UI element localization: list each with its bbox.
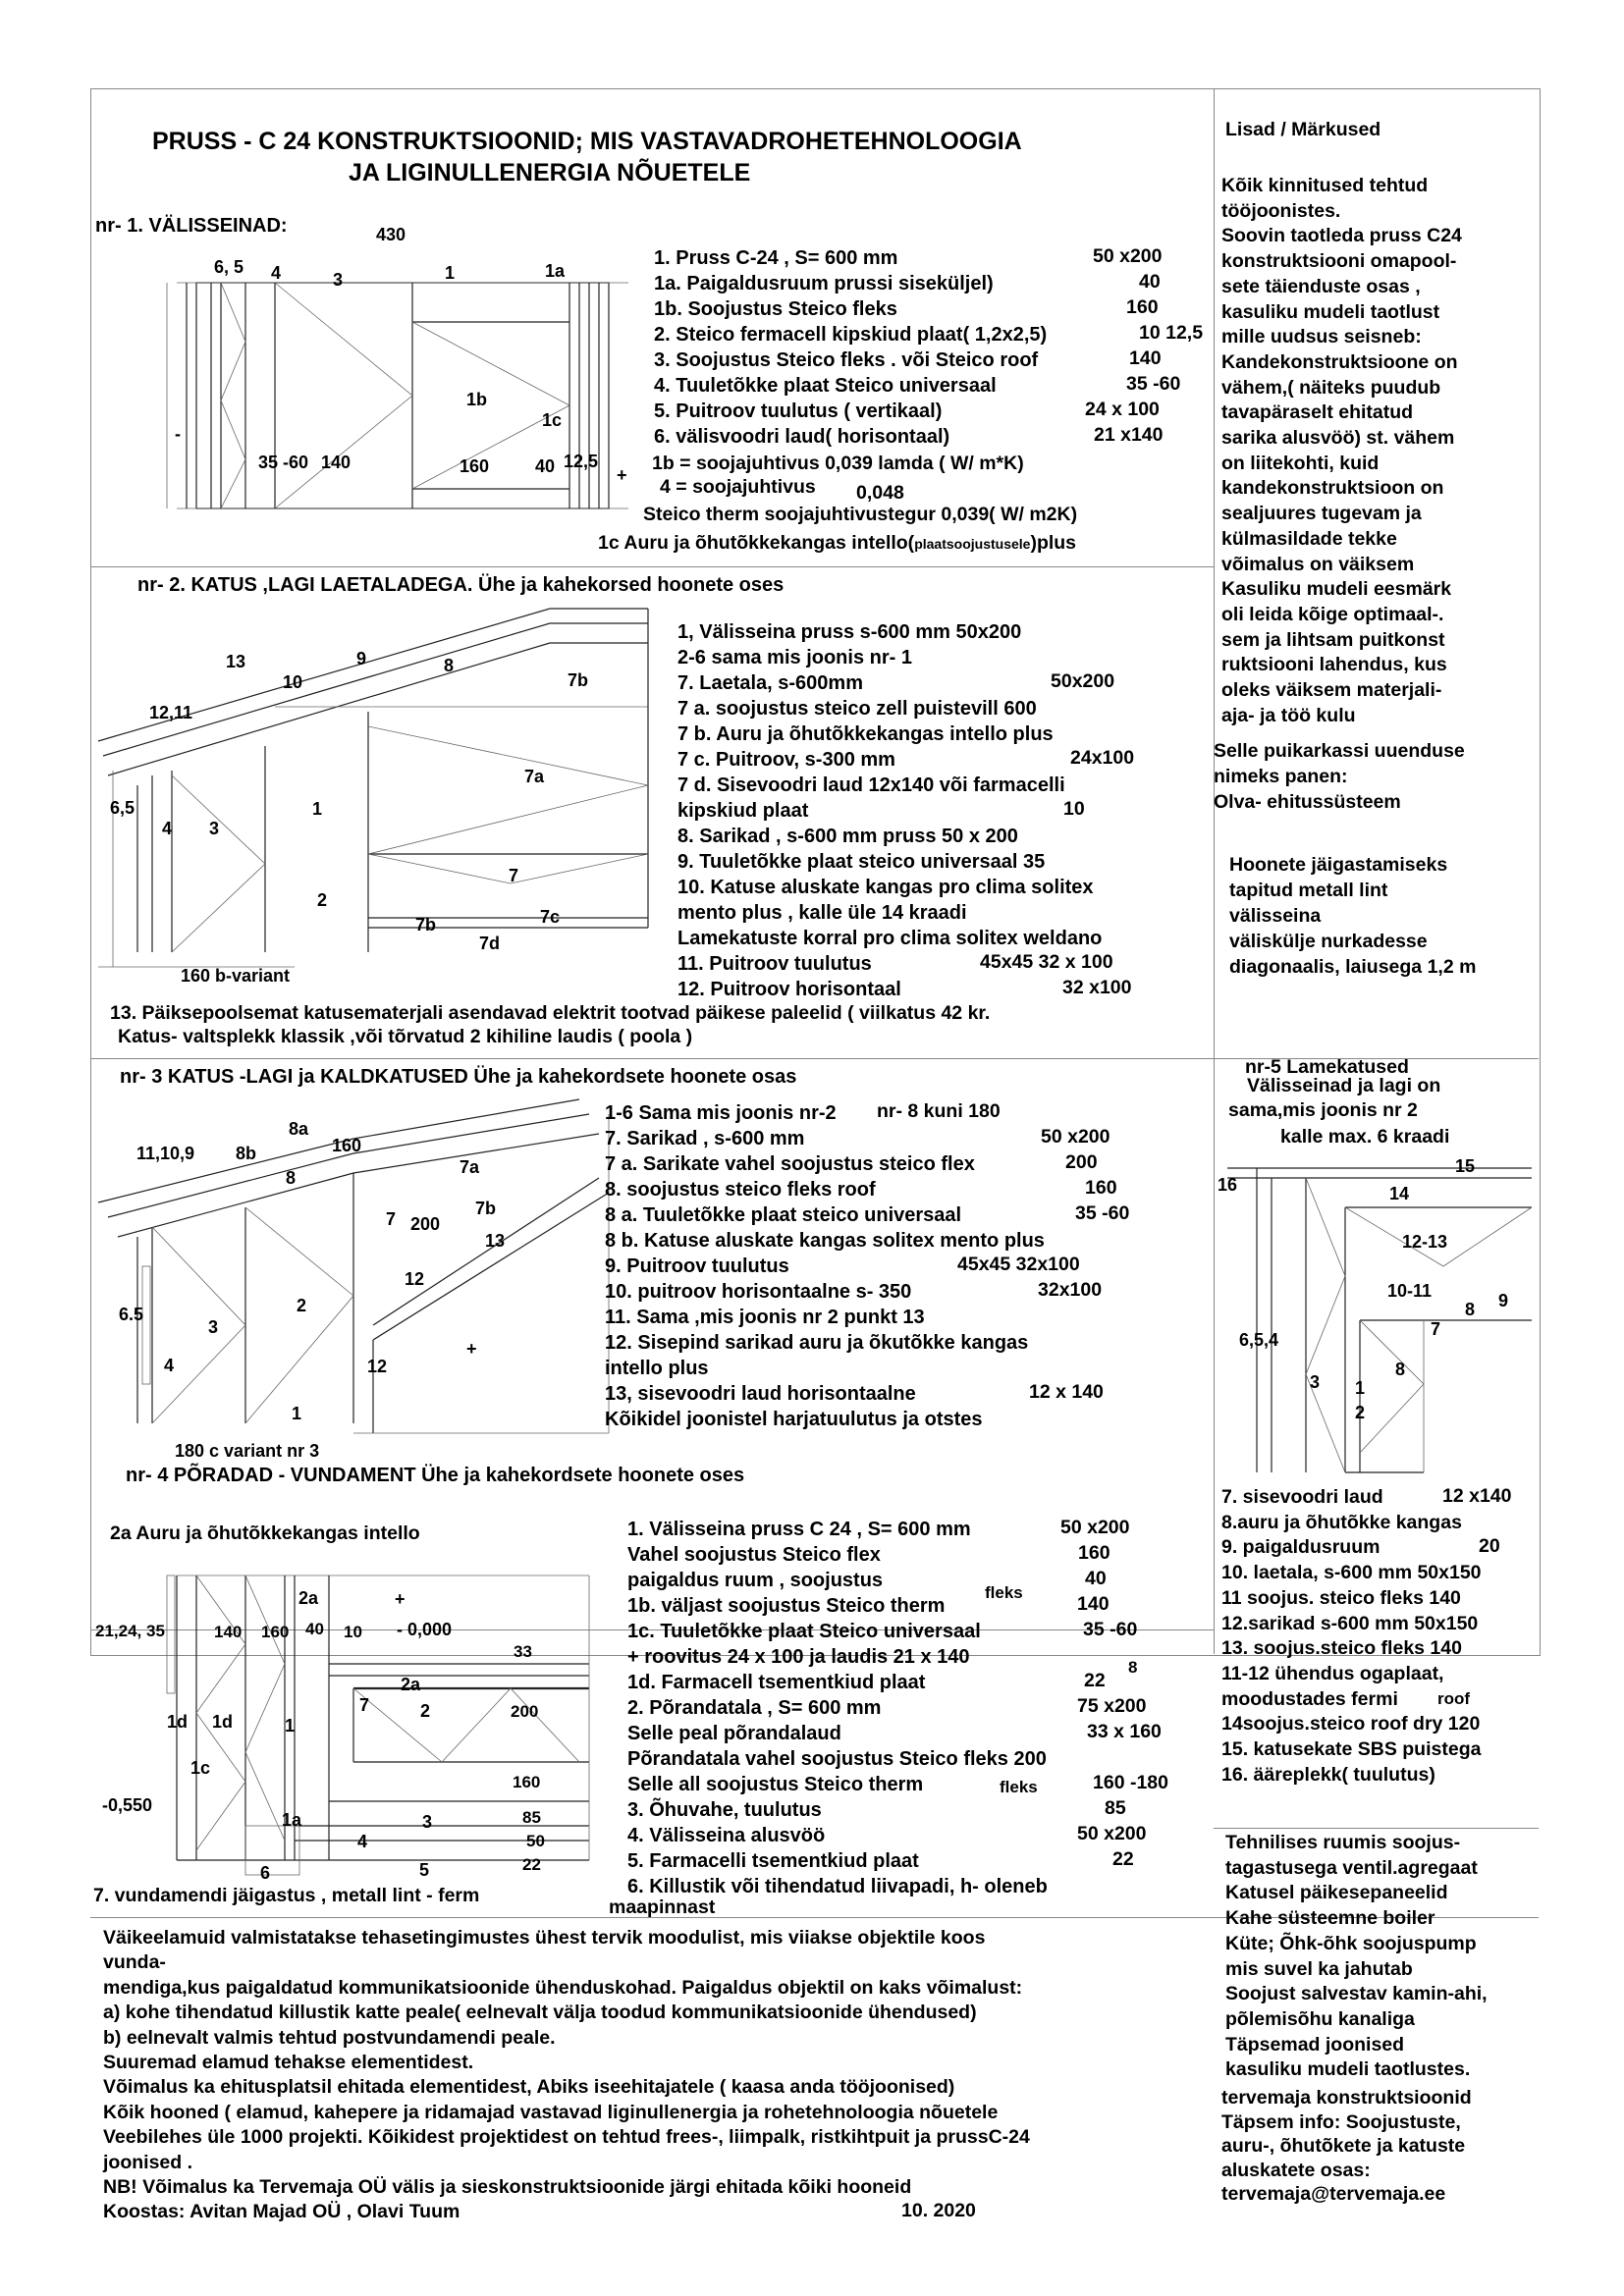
nr5-heading: nr-5 Lamekatused (1245, 1056, 1409, 1078)
label-11-10-9: 11,10,9 (136, 1144, 195, 1163)
label-50: 50 (526, 1832, 545, 1850)
label-2a: 2a (298, 1588, 319, 1608)
label-7a: 7a (460, 1157, 480, 1177)
label-2: 2 (420, 1701, 431, 1721)
legend-item: 8. Sarikad , s-600 mm pruss 50 x 200 (677, 826, 1018, 847)
legend-value: 45x45 32x100 (957, 1254, 1080, 1275)
label-5: 5 (419, 1860, 430, 1880)
dim-140: 140 (321, 453, 352, 472)
nr5-label-7: 7 (1431, 1319, 1441, 1339)
legend-value: 200 (1065, 1151, 1098, 1173)
section2-heading: nr- 2. KATUS ,LAGI LAETALADEGA. Ühe ja kahekorsed hoonete oses (137, 574, 785, 596)
label-7c: 7c (540, 907, 561, 927)
legend-value: 35 -60 (1083, 1619, 1138, 1640)
bottom-line: vunda- (103, 1951, 166, 1974)
note-line: tervemaja konstruktsioonid (1221, 2087, 1472, 2109)
label-3: 3 (208, 1317, 219, 1337)
nr5-label-1: 1 (1355, 1378, 1366, 1398)
nr5-sub-2: sama,mis joonis nr 2 (1228, 1099, 1418, 1121)
note-line: Täpsem info: Soojustuste, (1221, 2110, 1461, 2133)
nr5-sub-1: Välisseinad ja lagi on (1247, 1075, 1441, 1096)
legend-item: 10. laetala, s-600 mm 50x150 (1221, 1562, 1482, 1584)
bottom-line: joonised . (103, 2151, 193, 2173)
legend-item: 10. Katuse aluskate kangas pro clima solitex (677, 877, 1094, 898)
label-7: 7 (509, 866, 519, 885)
label-7: 7 (386, 1209, 397, 1229)
note-line: kasuliku mudeli taotlustes. (1225, 2058, 1471, 2081)
legend-item: 2-6 sama mis joonis nr- 1 (677, 647, 912, 668)
legend-value: 10 (1063, 798, 1085, 820)
legend-item: 1c. Tuuletõkke plaat Steico universaal (627, 1621, 981, 1642)
right-notes-3 (1229, 852, 1476, 980)
nr5-label-6-5-4: 6,5,4 (1239, 1330, 1279, 1350)
legend-value: 160 (1126, 296, 1159, 318)
nr5-label-16: 16 (1218, 1175, 1238, 1195)
note-line: põlemisõhu kanaliga (1225, 2007, 1415, 2030)
label-7d: 7d (479, 934, 501, 953)
label-4: 4 (162, 819, 173, 838)
dim-6-5: 6, 5 (214, 257, 244, 277)
legend-item: 1a. Paigaldusruum prussi siseküljel) (654, 273, 994, 294)
label-13: 13 (226, 652, 246, 671)
section3-heading: nr- 3 KATUS -LAGI ja KALDKATUSED Ühe ja kahekordsete hoonete osas (120, 1066, 797, 1088)
legend-item: 1d. Farmacell tsementkiud plaat (627, 1672, 926, 1693)
legend-item: 7. Sarikad , s-600 mm (605, 1128, 805, 1149)
nr5-label-2: 2 (1355, 1403, 1366, 1422)
legend-item: 1, Välisseina pruss s-600 mm 50x200 (677, 621, 1022, 643)
legend-item: 11-12 ühendus ogaplaat, (1221, 1662, 1444, 1684)
legend-item: Kõikidel joonistel harjatuulutus ja otstes (605, 1409, 983, 1430)
bottom-line: Võimalus ka ehitusplatsil ehitada elementidest, Abiks iseehitajatele ( kaasa anda tööjoonised) (103, 2076, 955, 2099)
dim-1: 1 (445, 263, 456, 283)
lambda-note-3: Steico therm soojajuhtivustegur 0,039( W/ m2K) (643, 504, 1078, 525)
right-notes-4 (1225, 1831, 1488, 2083)
contact-email[interactable]: tervemaja@tervemaja.ee (1221, 2183, 1446, 2205)
legend-item: 10. puitroov horisontaalne s- 350 (605, 1281, 912, 1303)
plus-sign: + (395, 1589, 406, 1609)
label-7b: 7b (568, 670, 589, 690)
legend-value: 50 x200 (1077, 1823, 1147, 1844)
dim-160: 160 (460, 456, 490, 476)
roof-ceiling-drawing (98, 589, 658, 977)
legend-item: 8 b. Katuse aluskate kangas solitex mento plus (605, 1230, 1045, 1252)
legend-item: moodustades fermi (1221, 1687, 1398, 1710)
note-line: mis suvel ka jahutab (1225, 1957, 1413, 1980)
bottom-notes (103, 1926, 1030, 2225)
label-140: 140 (214, 1623, 243, 1641)
label-12-11: 12,11 (149, 703, 193, 722)
nr5-label-9: 9 (1498, 1291, 1509, 1310)
note-line: Selle puikarkassi uuenduse (1214, 740, 1465, 762)
label-160-b-variant: 160 b-variant (181, 966, 291, 986)
legend-item: 7. Laetala, s-600mm (677, 672, 863, 694)
legend-item: 4. Välisseina alusvöö (627, 1825, 826, 1846)
label-7a: 7a (524, 767, 545, 786)
label-12-lower: 12 (367, 1357, 388, 1376)
legend-item: Põrandatala vahel soojustus Steico fleks 200 (627, 1748, 1047, 1770)
legend-item: Selle all soojustus Steico therm (627, 1774, 924, 1795)
legend-item: 7 a. soojustus steico zell puistevill 600 (677, 698, 1037, 720)
note-line: Hoonete jäigastamiseks (1229, 854, 1448, 876)
dim-3: 3 (333, 270, 344, 290)
label-10: 10 (344, 1623, 362, 1641)
legend-item: 7. sisevoodri laud (1221, 1486, 1383, 1508)
legend-item: 8 a. Tuuletõkke plaat steico universaal (605, 1204, 962, 1226)
legend-item: 8.auru ja õhutõkke kangas (1221, 1511, 1462, 1533)
bottom-line: Suuremad elamud tehakse elementidest. (103, 2052, 474, 2074)
legend-value: 21 x140 (1094, 424, 1164, 446)
legend-value: 85 (1105, 1797, 1126, 1819)
label-6: 6 (260, 1863, 271, 1883)
legend-item: Vahel soojustus Steico flex (627, 1544, 881, 1566)
legend-item: Selle peal põrandalaud (627, 1723, 841, 1744)
legend-item: 1. Välisseina pruss C 24 , S= 600 mm (627, 1519, 971, 1540)
note-line: Kandekonstruktsioone on (1221, 350, 1458, 373)
label-4: 4 (357, 1832, 368, 1851)
legend-item: intello plus (605, 1358, 709, 1379)
maapinnast-note: maapinnast (609, 1896, 716, 1918)
dim-12-5: 12,5 (564, 452, 599, 471)
label-33: 33 (514, 1642, 532, 1661)
legend-item: 7 d. Sisevoodri laud 12x140 või farmacelli (677, 774, 1065, 796)
label-1c: 1c (190, 1758, 211, 1778)
right-notes-5 (1221, 2086, 1472, 2207)
legend-value: 12 x140 (1442, 1485, 1512, 1507)
legend-item: 3. Soojustus Steico fleks . või Steico roof (654, 349, 1039, 371)
legend-item: 1. Pruss C-24 , S= 600 mm (654, 247, 898, 269)
legend-value: 24x100 (1070, 747, 1135, 769)
plus-sign: + (617, 465, 627, 485)
nr5-sub-3: kalle max. 6 kraadi (1280, 1126, 1450, 1148)
legend-item: 11. Sama ,mis joonis nr 2 punkt 13 (605, 1307, 925, 1328)
nr5-label-10-11: 10-11 (1387, 1281, 1433, 1301)
legend-value: 45x45 32 x 100 (980, 951, 1113, 973)
bottom-line: Koostas: Avitan Majad OÜ , Olavi Tuum (103, 2201, 460, 2223)
legend-item: 9. Tuuletõkke plaat steico universaal 35 (677, 851, 1046, 873)
legend-item: 11 soojus. steico fleks 140 (1221, 1586, 1461, 1609)
note-line: külmasildade tekke (1221, 527, 1397, 550)
label-7b: 7b (475, 1199, 497, 1218)
dim-1a: 1a (545, 261, 566, 281)
legend-value: nr- 8 kuni 180 (877, 1100, 1001, 1122)
note-line: ruktsiooni lahendus, kus (1221, 654, 1447, 676)
legend-item: 7 c. Puitroov, s-300 mm (677, 749, 895, 771)
legend-item: 12. Sisepind sarikad auru ja õkutõkke kangas (605, 1332, 1029, 1354)
label-200: 200 (511, 1702, 539, 1721)
note-line: tagastusega ventil.agregaat (1225, 1856, 1478, 1879)
section4-legend (627, 1517, 1048, 1899)
label-1: 1 (292, 1404, 302, 1423)
legend-item: 11. Puitroov tuulutus (677, 953, 872, 975)
legend-value: 10 12,5 (1139, 322, 1204, 344)
bottom-line: mendiga,kus paigaldatud kommunikatsioonide ühenduskohad. Paigaldus objektil on kaks võimalust: (103, 1976, 1023, 1999)
label-8b: 8b (236, 1144, 257, 1163)
label-2: 2 (317, 890, 328, 910)
section1-heading: nr- 1. VÄLISSEINAD: (95, 215, 288, 237)
nr5-label-8: 8 (1465, 1300, 1476, 1319)
legend-item: 5. Puitroov tuulutus ( vertikaal) (654, 400, 943, 422)
dim-1c: 1c (542, 410, 563, 430)
note-line: Küte; Õhk-õhk soojuspump (1225, 1932, 1477, 1954)
note-line: oli leida kõige optimaal-. (1221, 603, 1444, 625)
label-12: 12 (405, 1269, 425, 1289)
legend-item: 12.sarikad s-600 mm 50x150 (1221, 1612, 1479, 1634)
note-line: võimalus on väiksem (1221, 553, 1415, 575)
note-line: Täpsemad joonised (1225, 2033, 1405, 2056)
note-line: väliskülje nurkadesse (1229, 931, 1428, 952)
legend-item: mento plus , kalle üle 14 kraadi (677, 902, 967, 924)
legend-item: 14soojus.steico roof dry 120 (1221, 1713, 1481, 1735)
legend-value: 50 x200 (1060, 1517, 1130, 1538)
legend-value: 50 x200 (1093, 245, 1163, 267)
legend-value: 160 (1085, 1177, 1117, 1199)
legend-value: 32x100 (1038, 1279, 1103, 1301)
note-line: kandekonstruktsioon on (1221, 477, 1444, 500)
legend-item: 4. Tuuletõkke plaat Steico universaal (654, 375, 997, 397)
legend-value: 160 -180 (1093, 1772, 1168, 1793)
section1-legend (654, 245, 1047, 450)
dim-40: 40 (535, 456, 556, 476)
section2-foot-1: 13. Päiksepoolsemat katusematerjali asendavad elektrit tootvad päikese paleelid ( viilkatus 42 kr. (110, 1002, 991, 1024)
legend-value: 32 x100 (1062, 977, 1132, 998)
note-line: oleks väiksem materjali- (1221, 679, 1442, 702)
legend-item: 5. Farmacelli tsementkiud plaat (627, 1850, 919, 1872)
legend-item: 16. ääreplekk( tuulutus) (1221, 1763, 1435, 1786)
legend-item: 8. soojustus steico fleks roof (605, 1179, 876, 1201)
note-line: diagonaalis, laiusega 1,2 m (1229, 956, 1477, 978)
note-line: sem ja lihtsam puitkonst (1221, 628, 1445, 651)
lambda-note-2-value: 0,048 (856, 482, 904, 504)
note-line: aluskatete osas: (1221, 2159, 1371, 2181)
legend-value: 75 x200 (1077, 1695, 1147, 1717)
legend-value: 22 (1112, 1848, 1134, 1870)
legend-item: 1b. Soojustus Steico fleks (654, 298, 897, 320)
note-line: Olva- ehitussüsteem (1214, 791, 1401, 813)
nr5-label-15: 15 (1455, 1156, 1476, 1176)
label-3: 3 (209, 819, 220, 838)
dim-35-60: 35 -60 (258, 453, 309, 472)
legend-item: 7 a. Sarikate vahel soojustus steico flex (605, 1153, 975, 1175)
section2-foot-2: Katus- valtsplekk klassik ,või tõrvatud 2 kihiline laudis ( poola ) (118, 1026, 693, 1047)
lambda-note-1: 1b = soojajuhtivus 0,039 lamda ( W/ m*K) (652, 453, 1024, 474)
legend-value: 50x200 (1051, 670, 1115, 692)
note-line: mille uudsus seisneb: (1221, 326, 1422, 348)
right-notes-1 (1221, 174, 1462, 728)
level-minus-0-550: -0,550 (102, 1795, 153, 1815)
label-1: 1 (312, 799, 323, 819)
legend-item: 12. Puitroov horisontaal (677, 979, 901, 1000)
note-8: 8 (1128, 1658, 1138, 1677)
section4-heading: nr- 4 PÕRADAD - VUNDAMENT Ühe ja kahekordsete hoonete oses (126, 1465, 745, 1486)
lambda-note-2: 4 = soojajuhtivus (660, 476, 816, 498)
label-8a: 8a (289, 1119, 309, 1139)
label-6-5: 6.5 (119, 1305, 144, 1324)
legend-item: 3. Õhuvahe, tuulutus (627, 1799, 822, 1821)
label-7: 7 (359, 1695, 370, 1715)
legend-item: kipskiud plaat (677, 800, 809, 822)
note-line: Kasuliku mudeli eesmärk (1221, 578, 1452, 601)
legend-value: 24 x 100 (1085, 399, 1160, 420)
legend-value: 35 -60 (1075, 1202, 1130, 1224)
note-line: Tehnilises ruumis soojus- (1225, 1832, 1461, 1853)
legend-item: 6. välisvoodri laud( horisontaal) (654, 426, 950, 448)
fleks-note-2: fleks (1000, 1778, 1038, 1796)
level-0-000: - 0,000 (397, 1620, 453, 1639)
legend-item: + roovitus 24 x 100 ja laudis 21 x 140 (627, 1646, 970, 1668)
fleks-note-1: fleks (985, 1583, 1023, 1602)
legend-item: 13. soojus.steico fleks 140 (1221, 1637, 1462, 1660)
label-2: 2 (297, 1296, 307, 1315)
note-line: aja- ja töö kulu (1221, 704, 1356, 726)
legend-value: roof (1437, 1689, 1471, 1708)
label-8: 8 (286, 1168, 297, 1188)
label-1d-inner: 1d (212, 1712, 234, 1732)
right-column-divider (1214, 88, 1215, 1654)
wall-section-drawing (167, 263, 628, 528)
label-7b-lower: 7b (415, 915, 437, 934)
legend-value: 12 x 140 (1029, 1381, 1104, 1403)
section2-legend (677, 619, 1102, 1002)
label-200: 200 (410, 1214, 441, 1234)
label-10: 10 (283, 672, 303, 692)
legend-value: 35 -60 (1126, 373, 1181, 395)
right-heading: Lisad / Märkused (1225, 119, 1381, 140)
dim-4: 4 (271, 263, 282, 283)
date: 10. 2020 (901, 2200, 976, 2221)
legend-item: 2. Steico fermacell kipskiud plaat( 1,2x2,5) (654, 324, 1048, 346)
legend-value: 22 (1084, 1670, 1106, 1691)
divider-6 (1214, 1828, 1539, 1829)
plus-sign: + (466, 1339, 477, 1359)
note-line: auru-, õhutõkete ja katuste (1221, 2135, 1466, 2157)
note-line: Soojust salvestav kamin-ahi, (1225, 1983, 1488, 2005)
legend-value: 40 (1139, 271, 1161, 293)
page-title-line2: JA LIGINULLENERGIA NÕUETELE (349, 159, 751, 187)
bottom-line: a) kohe tihendatud killustik katte peale( eelnevalt välja toodud kommunikatsioonide ühendused) (103, 2002, 977, 2024)
label-1a: 1a (282, 1810, 302, 1830)
legend-value: 140 (1077, 1593, 1110, 1615)
legend-item: 15. katusekate SBS puistega (1221, 1738, 1482, 1761)
nr5-label-3: 3 (1310, 1372, 1321, 1392)
label-8: 8 (444, 656, 455, 675)
note-line: Soovin taotleda pruss C24 (1221, 225, 1462, 247)
legend-item: 6. Killustik või tihendatud liivapadi, h- oleneb (627, 1876, 1048, 1897)
legend-item: 9. paigaldusruum (1221, 1536, 1380, 1559)
note-line: sealjuures tugevam ja (1221, 503, 1422, 525)
note-line: tööjoonistes. (1221, 199, 1341, 222)
legend-value: 160 (1078, 1542, 1110, 1564)
dim-430: 430 (376, 225, 406, 244)
label-85: 85 (522, 1808, 541, 1827)
note-line: on liitekohti, kuid (1221, 452, 1380, 474)
note-line: Kahe süsteemne boiler (1225, 1907, 1435, 1930)
label-180-c-variant: 180 c variant nr 3 (175, 1441, 320, 1461)
label-6-5: 6,5 (110, 798, 135, 818)
legend-item: Lamekatuste korral pro clima solitex weldano (677, 928, 1103, 949)
label-40: 40 (305, 1620, 324, 1638)
label-21-24-35: 21,24, 35 (95, 1622, 165, 1640)
label-3: 3 (422, 1812, 433, 1832)
label-22: 22 (522, 1855, 541, 1874)
nr5-label-8-lower: 8 (1395, 1360, 1406, 1379)
divider-2 (90, 1058, 1214, 1059)
section1-foot: 1c Auru ja õhutõkkekangas intello(plaatsoojustusele)plus (598, 532, 1077, 554)
note-line: Katusel päikesepaneelid (1225, 1882, 1448, 1904)
minus-sign: - (175, 424, 181, 444)
note-line: konstruktsiooni omapool- (1221, 250, 1457, 273)
bottom-line: NB! Võimalus ka Tervemaja OÜ välis ja sieskonstruktsioonide järgi ehitada kõiki hooneid (103, 2176, 912, 2199)
page-title-line1: PRUSS - C 24 KONSTRUKTSIOONID; MIS VASTAVADROHETEHNOLOOGIA (152, 128, 1022, 155)
bottom-line: Väikeelamuid valmistatakse tehasetingimustes ühest tervik moodulist, mis viiakse objektile koos (103, 1927, 986, 1949)
note-line: sarika alusvöö) st. vähem (1221, 427, 1455, 450)
note-line: kasuliku mudeli taotlust (1221, 300, 1440, 323)
legend-item: 9. Puitroov tuulutus (605, 1255, 789, 1277)
bottom-line: b) eelnevalt valmis tehtud postvundamendi peale. (103, 2026, 556, 2049)
note-line: tapitud metall lint (1229, 880, 1388, 901)
note-line: sete täienduste osas , (1221, 275, 1421, 297)
nr5-label-12-13: 12-13 (1402, 1232, 1448, 1252)
label-1: 1 (285, 1716, 296, 1735)
note-line: nimeks panen: (1214, 766, 1348, 787)
note-line: Kõik kinnitused tehtud (1221, 175, 1429, 196)
label-160-lower: 160 (513, 1773, 541, 1791)
legend-value: 33 x 160 (1087, 1721, 1162, 1742)
label-4: 4 (164, 1356, 175, 1375)
section4-foot: 7. vundamendi jäigastus , metall lint - ferm (93, 1885, 480, 1906)
legend-value: 50 x200 (1041, 1126, 1110, 1148)
legend-item: 7 b. Auru ja õhutõkkekangas intello plus (677, 723, 1054, 745)
legend-value: 40 (1085, 1568, 1107, 1589)
note-line: tavapäraselt ehitatud (1221, 401, 1414, 424)
legend-item: 1b. väljast soojustus Steico therm (627, 1595, 946, 1617)
note-line: välisseina (1229, 905, 1322, 927)
bottom-line: Kõik hooned ( elamud, kahepere ja ridamajad vastavad liginullenergia ja rohetehnoloogia nõuetele (103, 2101, 999, 2123)
label-160: 160 (261, 1623, 290, 1641)
note-line: vähem,( näiteks puudub (1221, 376, 1441, 399)
label-2a-lower: 2a (401, 1675, 421, 1694)
nr5-legend (1221, 1485, 1482, 1788)
legend-item: paigaldus ruum , soojustus (627, 1570, 884, 1591)
legend-item: 2. Põrandatala , S= 600 mm (627, 1697, 882, 1719)
right-notes-2 (1214, 738, 1465, 815)
floor-foundation-drawing (118, 1566, 589, 1890)
legend-item: 13, sisevoodri laud horisontaalne (605, 1383, 916, 1405)
divider-1 (90, 566, 1214, 567)
label-13: 13 (485, 1231, 506, 1251)
flat-roof-drawing (1227, 1158, 1532, 1482)
dim-1b: 1b (466, 390, 488, 409)
label-160: 160 (332, 1136, 362, 1155)
label-9: 9 (356, 649, 367, 668)
legend-value: 140 (1129, 347, 1162, 369)
label-1d: 1d (167, 1712, 189, 1732)
nr5-label-14: 14 (1389, 1184, 1410, 1203)
legend-value: 20 (1479, 1535, 1500, 1557)
legend-item: 1-6 Sama mis joonis nr-2 (605, 1102, 837, 1124)
section4-subheading: 2a Auru ja õhutõkkekangas intello (110, 1522, 420, 1544)
bottom-line: Veebilehes üle 1000 projekti. Kõikidest projektidest on tehtud frees-, liimpalk, ristkihtpuit ja prussC-24 (103, 2126, 1030, 2149)
